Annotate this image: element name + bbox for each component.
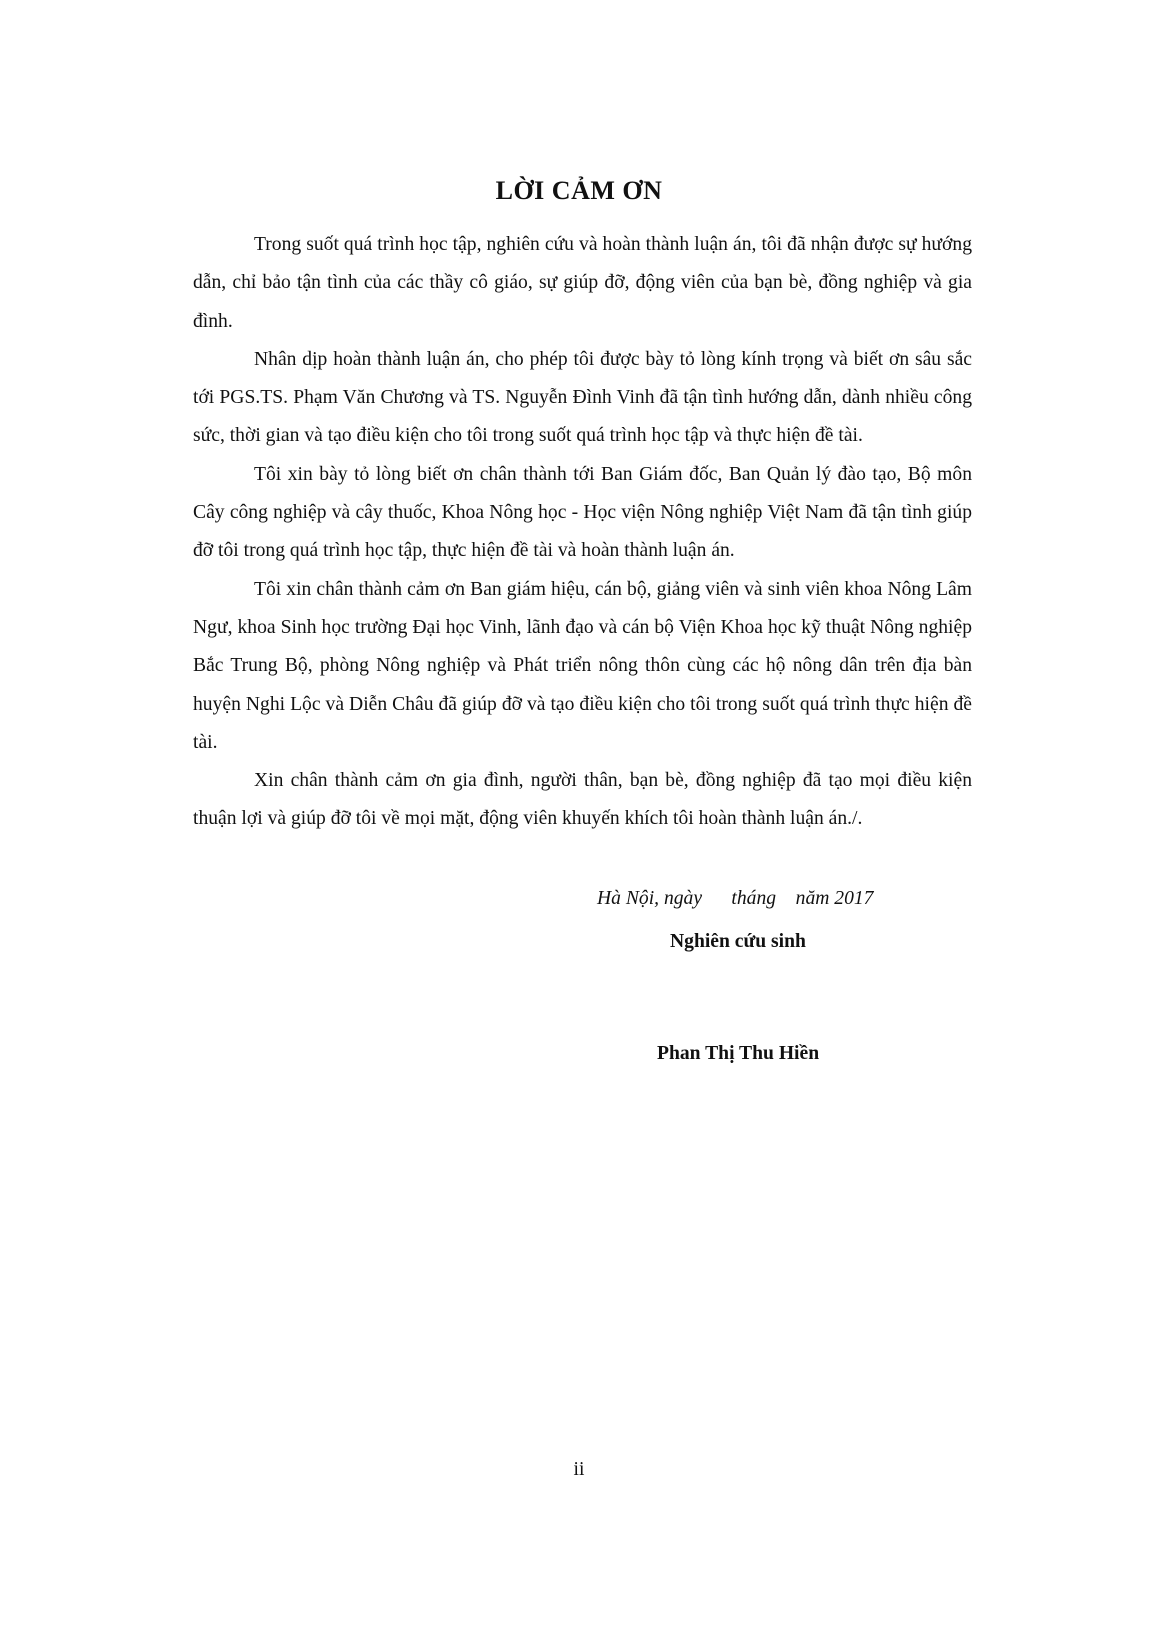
paragraph-3: Tôi xin bày tỏ lòng biết ơn chân thành tới Ban Giám đốc, Ban Quản lý đào tạo, Bộ môn Cây công nghiệp và cây thuốc, Khoa Nông học - Học viện Nông nghiệp Việt Nam đã tận tình giúp đỡ tôi trong quá trình học tập, thực hiện đề tài và hoàn thành luận án. <box>193 463 972 562</box>
paragraph-5: Xin chân thành cảm ơn gia đình, người thân, bạn bè, đồng nghiệp đã tạo mọi điều kiện thuận lợi và giúp đỡ tôi về mọi mặt, động viên khuyến khích tôi hoàn thành luận án./. <box>193 770 972 830</box>
date-line: Hà Nội, ngày tháng năm 2017 <box>597 888 874 909</box>
paragraph-1: Trong suốt quá trình học tập, nghiên cứu và hoàn thành luận án, tôi đã nhận được sự hướng dẫn, chỉ bảo tận tình của các thầy cô giáo, sự giúp đỡ, động viên của bạn bè, đồng nghiệp và gia đình. <box>193 234 972 332</box>
page-title: LỜI CẢM ƠN <box>495 176 663 205</box>
signature-name: Phan Thị Thu Hiền <box>657 1043 820 1064</box>
signature-role: Nghiên cứu sinh <box>670 931 806 952</box>
paragraph-2: Nhân dịp hoàn thành luận án, cho phép tôi được bày tỏ lòng kính trọng và biết ơn sâu sắc tới PGS.TS. Phạm Văn Chương và TS. Nguyễn Đình Vinh đã tận tình hướng dẫn, dành nhiều công sức, thời gian và tạo điều kiện cho tôi trong suốt quá trình học tập và thực hiện đề tài. <box>193 348 972 447</box>
acknowledgement-body <box>193 226 972 839</box>
paragraph-4: Tôi xin chân thành cảm ơn Ban giám hiệu, cán bộ, giảng viên và sinh viên khoa Nông Lâm Ngư, khoa Sinh học trường Đại học Vinh, lãnh đạo và cán bộ Viện Khoa học kỹ thuật Nông nghiệp Bắc Trung Bộ, phòng Nông nghiệp và Phát triển nông thôn cùng các hộ nông dân trên địa bàn huyện Nghi Lộc và Diễn Châu đã giúp đỡ và tạo điều kiện cho tôi trong suốt quá trình thực hiện đề tài. <box>193 578 972 753</box>
page-number: ii <box>573 1459 585 1480</box>
